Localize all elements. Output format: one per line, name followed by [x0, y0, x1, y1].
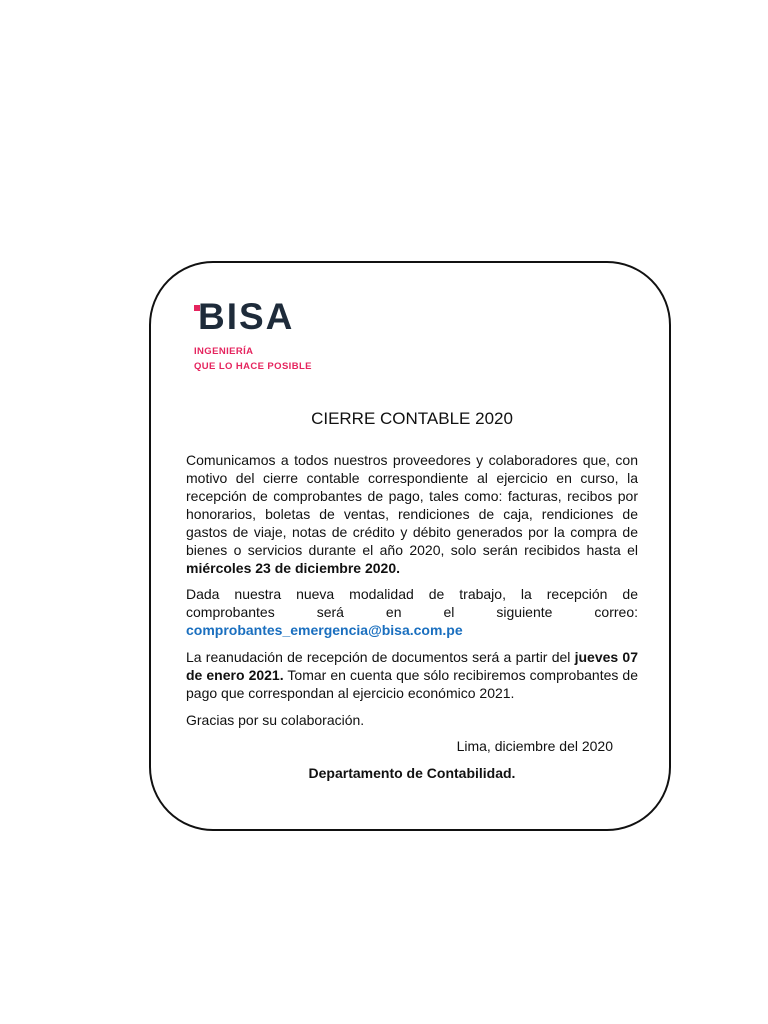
signature-department: Departamento de Contabilidad.: [308, 765, 516, 781]
paragraph-resumption: [186, 648, 638, 702]
paragraph-resumption-text-before: La reanudación de recepción de documentos será a partir del: [186, 649, 571, 665]
resume-date: jueves 07 de enero 2021.: [186, 649, 638, 683]
logo-wordmark: BISA: [198, 296, 295, 337]
paragraph-email-instructions: [186, 585, 638, 639]
place-date: Lima, diciembre del 2020: [456, 738, 613, 754]
paragraph-resumption-text-after: Tomar en cuenta que sólo recibiremos comprobantes de pago que correspondan al ejercicio económico 2021.: [186, 667, 638, 701]
paragraph-email-text: Dada nuestra nueva modalidad de trabajo, la recepción de comprobantes será en el siguiente correo:: [186, 586, 638, 620]
logo-tagline-line2: QUE LO HACE POSIBLE: [194, 361, 312, 372]
paragraph-thanks: Gracias por su colaboración.: [186, 712, 365, 728]
bisa-logo: [194, 296, 344, 376]
logo-tagline-line1: INGENIERÍA: [194, 346, 254, 357]
document-title: CIERRE CONTABLE 2020: [311, 409, 513, 428]
paragraph-closing-text: Comunicamos a todos nuestros proveedores y colaboradores que, con motivo del cierre contable correspondiente al ejercicio en curso, la recepción de comprobantes de pago, tales como: facturas, recibos por honorarios, boletas de ventas, rendiciones de caja, rendiciones de gastos de viaje, notas de crédito y débito generados por la compra de bienes o servicios durante el año 2020, solo serán recibidos hasta el: [186, 452, 638, 558]
paragraph-closing-notice: [186, 451, 638, 577]
email-link[interactable]: comprobantes_emergencia@bisa.com.pe: [186, 622, 463, 638]
deadline-date: miércoles 23 de diciembre 2020.: [186, 560, 401, 576]
